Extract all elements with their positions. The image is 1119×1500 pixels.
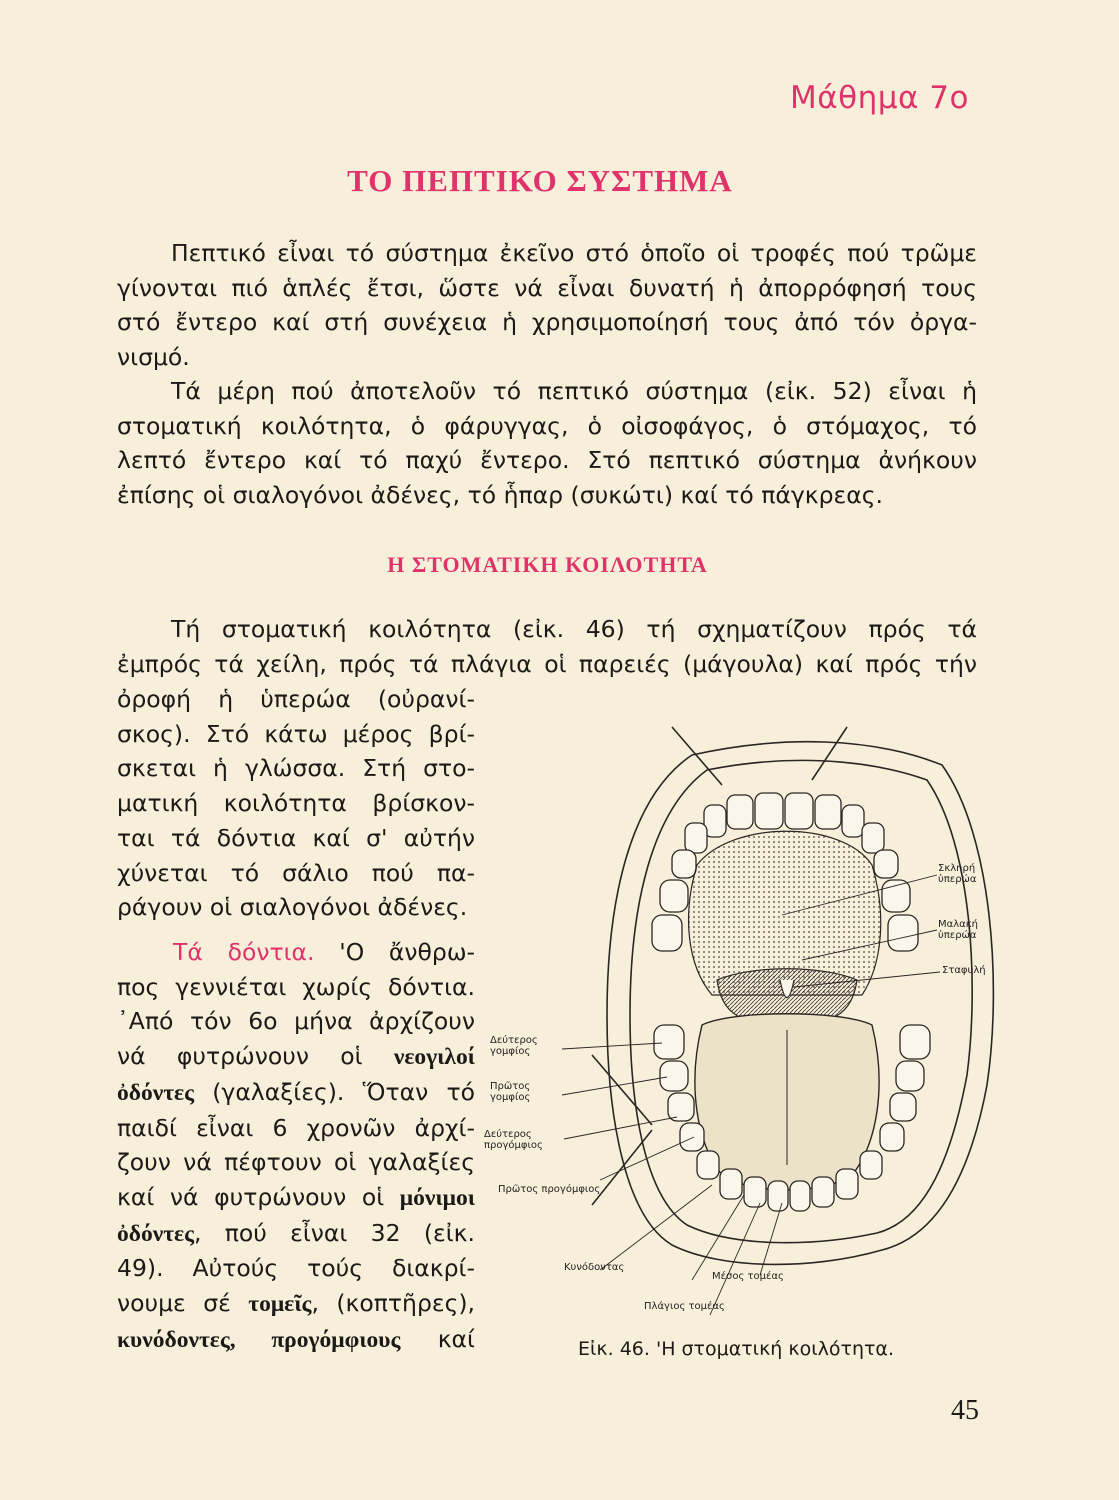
label-soft-palate: Μαλακή ὑπερώα xyxy=(938,919,978,941)
text-line: πος γεννιέται χωρίς δόντια. xyxy=(117,972,475,1001)
text-line: ται τά δόντια καί σ' αὐτήν xyxy=(117,823,475,852)
text-line: ᾿Από τόν 6ο μήνα ἀρχίζουν xyxy=(117,1007,475,1036)
text-line: χύνεται τό σάλιο πού πα- xyxy=(117,858,475,887)
text-line: ματική κοιλότητα βρίσκον- xyxy=(117,789,475,818)
text-fragment: νά φυτρώνουν οἱ xyxy=(117,1042,394,1071)
text-fragment: νουμε σέ xyxy=(117,1289,249,1318)
text-fragment: , (κοπτῆρες), xyxy=(311,1289,476,1318)
text-line xyxy=(117,1039,475,1075)
text-line: σκεται ἡ γλώσσα. Στή στο- xyxy=(117,754,475,783)
text-line: νισμό. xyxy=(117,342,190,371)
label-first-premolar: Πρῶτος προγόμφιος xyxy=(498,1184,601,1195)
text-fragment: (γαλαξίες). Ὅταν τό xyxy=(193,1077,475,1106)
text-line: Τή στοματική κοιλότητα (εἰκ. 46) τή σχηματίζουν πρός τά xyxy=(171,615,977,643)
section-paragraph xyxy=(117,612,977,681)
label-first-molar: Πρῶτος γομφίος xyxy=(490,1081,531,1103)
figure-caption: Εἰκ. 46. 'Η στοματική κοιλότητα. xyxy=(578,1338,894,1360)
label-second-molar: Δεύτερος γομφίος xyxy=(490,1035,538,1057)
text-line: λεπτό ἔντερο καί τό παχύ ἔντερο. Στό πεπτικό σύστημα ἀνήκουν xyxy=(117,446,977,474)
bold-term: τομεῖς xyxy=(248,1291,312,1318)
text-line: 49). Αὐτούς τούς διακρί- xyxy=(117,1254,475,1283)
intro-paragraph-2 xyxy=(117,374,977,512)
chapter-title: ΤΟ ΠΕΠΤΙΚΟ ΣΥΣΤΗΜΑ xyxy=(347,163,733,198)
text-line: Τά μέρη πού ἀποτελοῦν τό πεπτικό σύστημα (εἰκ. 52) εἶναι ἡ xyxy=(171,377,977,405)
bold-term: κυνόδοντες, προγόμφιους xyxy=(117,1326,401,1353)
column-text-teeth xyxy=(117,935,475,1357)
label-lateral-incisor: Πλάγιος τομέας xyxy=(644,1301,725,1312)
text-line xyxy=(117,1075,475,1111)
text-line xyxy=(117,1180,475,1216)
text-line: στό ἔντερο καί στή συνέχεια ἡ χρησιμοποίησή τους ἀπό τόν ὀργα- xyxy=(117,308,977,336)
text-line: σκος). Στό κάτω μέρος βρί- xyxy=(117,719,475,748)
text-line: ὀροφή ἡ ὑπερώα (οὐρανί- xyxy=(117,685,475,713)
bold-term: ὀδόντες xyxy=(117,1220,194,1247)
text-line: στοματική κοιλότητα, ὁ φάρυγγας, ὁ οἰσοφάγος, ὁ στόμαχος, τό xyxy=(117,411,977,440)
oral-cavity-figure xyxy=(482,725,1027,1320)
page-number: 45 xyxy=(951,1395,979,1426)
column-text-a xyxy=(117,682,475,925)
bold-term: νεογιλοί xyxy=(393,1044,475,1071)
lesson-number: Μάθημα 7ο xyxy=(790,80,969,116)
text-fragment: , πού εἶναι 32 (εἰκ. xyxy=(193,1218,475,1247)
text-fragment: καί xyxy=(400,1324,475,1353)
label-hard-palate: Σκληρή ὑπερώα xyxy=(938,863,977,885)
text-line: παιδί εἶναι 6 χρονῶν ἀρχί- xyxy=(117,1113,475,1142)
text-line xyxy=(117,1216,475,1252)
text-line xyxy=(117,1322,475,1358)
teeth-heading: Τά δόντια. xyxy=(173,938,315,966)
bold-term: ὀδόντες xyxy=(117,1079,194,1106)
text-line: ράγουν οἱ σιαλογόνοι ἀδένες. xyxy=(117,893,468,922)
text-line: ἐπίσης οἱ σιαλογόνοι ἀδένες, τό ἧπαρ (συκώτι) καί τό πάγκρεας. xyxy=(117,480,883,509)
label-second-premolar: Δεύτερος προγόμφιος xyxy=(484,1129,543,1151)
section-heading: Η ΣΤΟΜΑΤΙΚΗ ΚΟΙΛΟΤΗΤΑ xyxy=(387,552,708,577)
text-line: Πεπτικό εἶναι τό σύστημα ἐκεῖνο στό ὁποῖο οἱ τροφές πού τρῶμε xyxy=(171,239,977,267)
text-line xyxy=(117,935,475,970)
label-uvula: Σταφυλή xyxy=(942,965,986,976)
intro-paragraph-1 xyxy=(117,236,977,374)
label-central-incisor: Μέσος τομέας xyxy=(712,1271,784,1282)
label-canine: Κυνόδοντας xyxy=(564,1262,625,1273)
text-line xyxy=(117,1286,475,1322)
text-fragment: 'Ο ἄνθρω- xyxy=(314,938,475,966)
text-line: γίνονται πιό ἁπλές ἔτσι, ὥστε νά εἶναι δυνατή ἡ ἀπορρόφησή τους xyxy=(117,273,977,302)
oral-cavity-illustration xyxy=(482,725,1027,1320)
text-fragment: καί νά φυτρώνουν οἱ xyxy=(117,1182,400,1211)
text-line: ἐμπρός τά χείλη, πρός τά πλάγια οἱ παρειές (μάγουλα) καί πρός τήν xyxy=(117,649,977,678)
text-line: ζουν νά πέφτουν οἱ γαλαξίες xyxy=(117,1148,475,1177)
bold-term: μόνιμοι xyxy=(399,1184,475,1211)
